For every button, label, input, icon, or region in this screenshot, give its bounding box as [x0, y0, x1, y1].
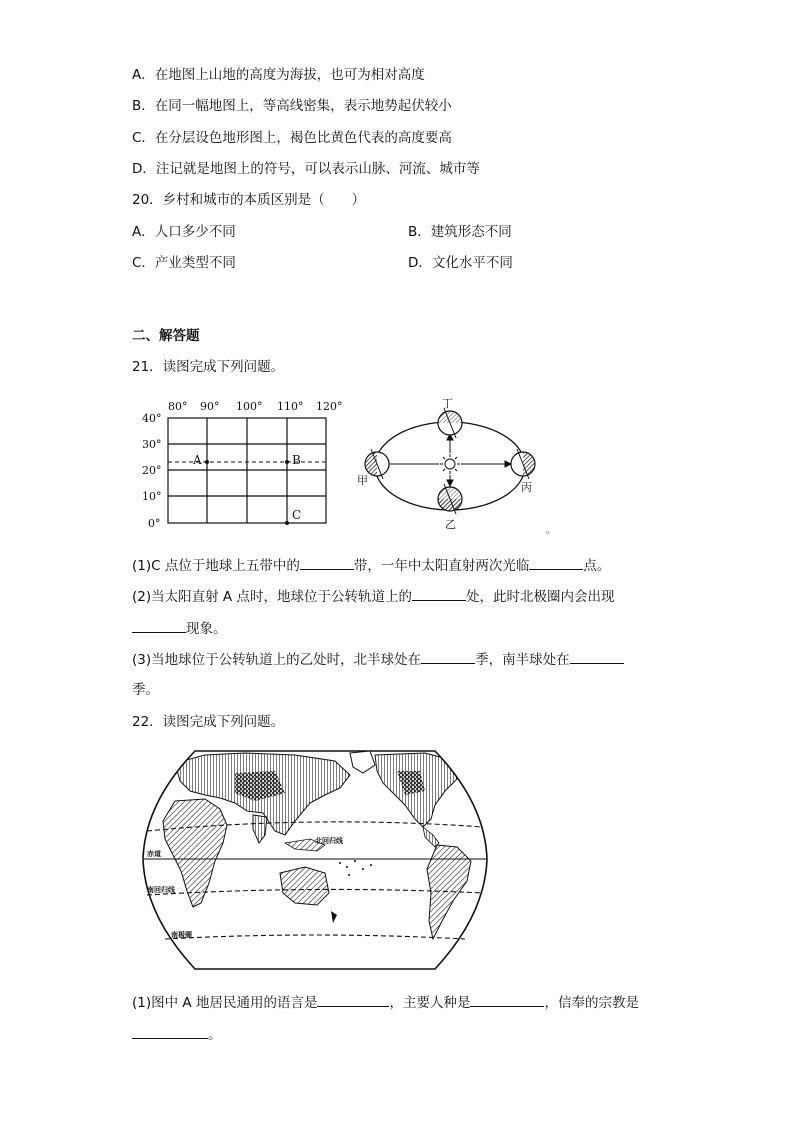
earth-orbit-figure — [355, 396, 555, 536]
answer-blank[interactable] — [132, 1024, 208, 1039]
answer-blank[interactable] — [300, 555, 354, 570]
earth-jia-icon — [365, 449, 389, 479]
answer-blank[interactable] — [529, 555, 583, 570]
lon-label: 100° — [236, 400, 263, 413]
q22-sub1-text: ，信奉的宗教是 — [544, 995, 639, 1011]
q20-option-b: B．建筑形态不同 — [408, 224, 512, 240]
point-c-label: C — [292, 508, 302, 522]
lon-label: 120° — [316, 400, 343, 413]
q22-sub1-text: ，主要人种是 — [389, 995, 471, 1011]
lon-label: 90° — [200, 400, 220, 413]
q21-sub1-text: 点。 — [583, 558, 611, 574]
lat-label: 30° — [142, 438, 162, 451]
q22-sub1-text: 。 — [208, 1027, 222, 1043]
south-tropic-label: 南回归线 — [147, 885, 175, 894]
option-b: B．在同一幅地图上，等高线密集，表示地势起伏较小 — [132, 98, 452, 114]
answer-blank[interactable] — [412, 586, 466, 601]
lat-long-grid-figure — [140, 396, 350, 531]
q21-sub3-cont: 季。 — [132, 682, 159, 698]
earth-ding-icon — [438, 408, 462, 438]
answer-blank[interactable] — [421, 649, 475, 664]
point-a-dot — [205, 460, 209, 464]
lat-label: 10° — [142, 490, 162, 503]
pos-bing-label: 丙 — [521, 481, 532, 494]
sun-icon — [440, 454, 460, 474]
equator-label: 赤道 — [147, 849, 161, 858]
north-tropic-label: 北回归线 — [315, 836, 343, 845]
point-b-label: B — [292, 453, 301, 467]
stray-mark: ◦ — [545, 529, 551, 536]
q21-sub2 — [132, 586, 614, 607]
q21-sub2-cont — [132, 618, 227, 639]
answer-blank[interactable] — [317, 992, 389, 1007]
point-a-label: A — [193, 453, 202, 467]
south-polar-label: 南极圈 — [171, 930, 192, 939]
q21-sub1-text: (1)C 点位于地球上五带中的 — [132, 558, 300, 574]
lon-label: 110° — [277, 400, 304, 413]
q22-sub1-text: (1)图中 A 地居民通用的语言是 — [132, 995, 318, 1011]
q20-option-d: D．文化水平不同 — [408, 255, 513, 271]
answer-blank[interactable] — [570, 649, 624, 664]
lat-label: 20° — [142, 464, 162, 477]
q21-sub2-text: (2)当太阳直射 A 点时，地球位于公转轨道上的 — [132, 589, 412, 605]
question-21-stem: 21．读图完成下列问题。 — [132, 359, 285, 375]
q21-sub1 — [132, 555, 610, 576]
question-20-stem: 20．乡村和城市的本质区别是（ ） — [132, 192, 366, 208]
answer-blank[interactable] — [132, 618, 186, 633]
earth-bing-icon — [511, 449, 535, 479]
q21-sub2-text: 处，此时北极圈内会出现 — [465, 589, 615, 605]
pos-yi-label: 乙 — [445, 518, 456, 531]
q21-sub1-text: 带，一年中太阳直射两次光临 — [353, 558, 530, 574]
lat-label: 0° — [148, 517, 161, 530]
lat-label: 40° — [142, 412, 162, 425]
q22-sub1-cont — [132, 1024, 222, 1045]
lon-label: 80° — [168, 400, 188, 413]
point-c-dot — [285, 521, 289, 525]
q20-option-c: C．产业类型不同 — [132, 255, 236, 271]
world-map-figure — [135, 743, 495, 975]
pos-ding-label: 丁 — [442, 397, 453, 410]
answer-blank[interactable] — [470, 992, 544, 1007]
section-title: 二、解答题 — [132, 328, 200, 344]
question-22-stem: 22．读图完成下列问题。 — [132, 714, 285, 730]
q21-sub3-text: 季，南半球处在 — [475, 652, 570, 668]
q22-sub1 — [132, 992, 639, 1013]
option-d: D．注记就是地图上的符号，可以表示山脉、河流、城市等 — [132, 161, 480, 177]
q20-option-a: A．人口多少不同 — [132, 224, 236, 240]
q21-sub3 — [132, 649, 624, 670]
option-c: C．在分层设色地形图上，褐色比黄色代表的高度要高 — [132, 130, 452, 146]
option-a: A．在地图上山地的高度为海拔，也可为相对高度 — [132, 67, 425, 83]
point-b-dot — [285, 460, 289, 464]
pos-jia-label: 甲 — [357, 474, 368, 487]
q21-sub2-text: 现象。 — [186, 621, 227, 637]
q21-sub3-text: (3)当地球位于公转轨道上的乙处时，北半球处在 — [132, 652, 422, 668]
